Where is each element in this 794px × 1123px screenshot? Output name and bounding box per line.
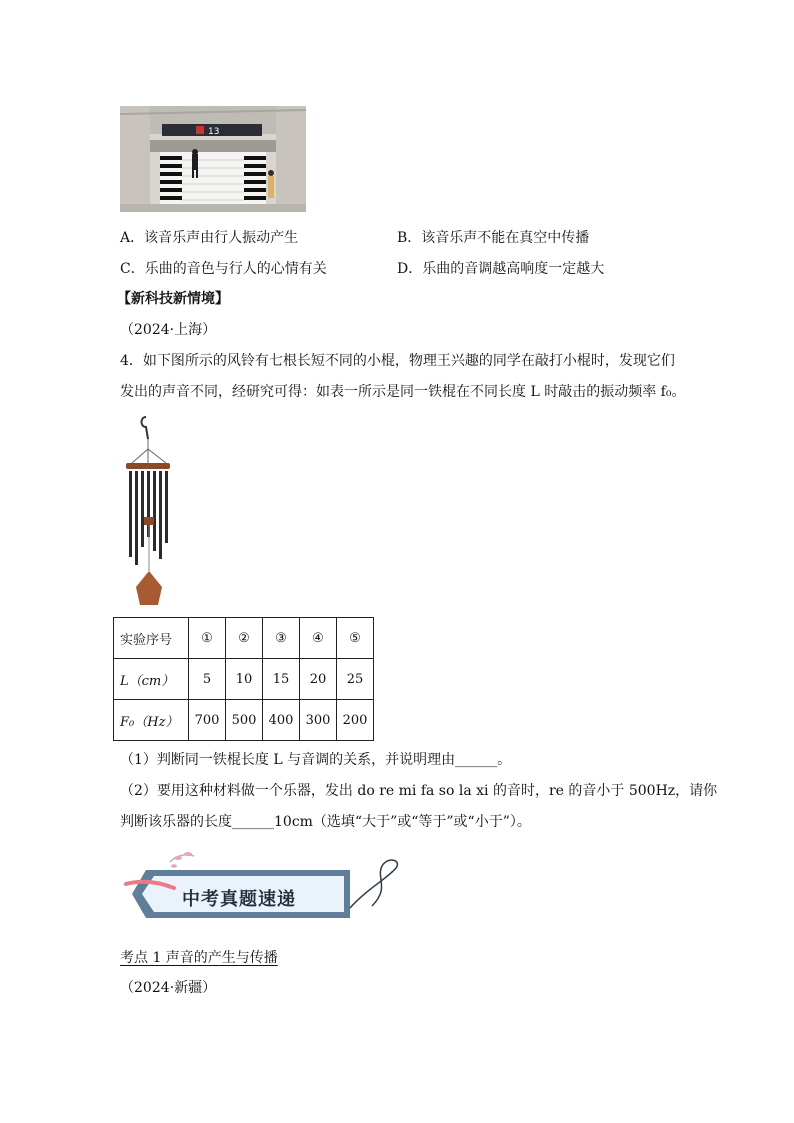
table-cell: 400 (263, 700, 300, 741)
table-cell: 500 (226, 700, 263, 741)
table-row (114, 659, 374, 700)
table-cell: 10 (226, 659, 263, 700)
row-label-frequency: F₀（Hz） (114, 700, 189, 741)
source-label: （2024·上海） (120, 322, 217, 338)
source-label: （2024·新疆） (120, 980, 217, 996)
question-4-line-2: 发出的声音不同，经研究可得：如表一所示是同一铁棍在不同长度 L 时敲击的振动频率 f₀。 (120, 384, 686, 400)
subway-staircase-photo (120, 106, 306, 212)
table-col-header: ① (189, 618, 226, 659)
topic-heading: 考点 1 声音的产生与传播 (120, 950, 278, 966)
table-cell: 25 (337, 659, 374, 700)
table-cell: 5 (189, 659, 226, 700)
section-heading: 【新科技新情境】 (117, 291, 229, 307)
table-row (114, 618, 374, 659)
table-cell: 700 (189, 700, 226, 741)
table-cell: 15 (263, 659, 300, 700)
table-col-header: ③ (263, 618, 300, 659)
option-c: C．乐曲的音色与行人的心情有关 (120, 261, 327, 277)
sub-question-2-line-1: （2）要用这种材料做一个乐器，发出 do re mi fa so la xi 的音时，re 的音小于 500Hz，请你 (120, 783, 718, 799)
option-a: A．该音乐声由行人振动产生 (120, 230, 299, 246)
row-label-length: L（cm） (114, 659, 189, 700)
table-row (114, 700, 374, 741)
table-col-header: ④ (300, 618, 337, 659)
sub-question-1: （1）判断同一铁棍长度 L 与音调的关系，并说明理由______。 (120, 752, 512, 768)
wind-chime-illustration (120, 413, 176, 609)
frequency-table (113, 617, 374, 741)
banner-title: 中考真题速递 (182, 889, 296, 910)
option-b: B．该音乐声不能在真空中传播 (397, 230, 590, 246)
table-col-header: ⑤ (337, 618, 374, 659)
table-header-label: 实验序号 (114, 618, 189, 659)
table-cell: 20 (300, 659, 337, 700)
question-4-line-1: 4．如下图所示的风铃有七根长短不同的小棍，物理王兴趣的同学在敲打小棍时，发现它们 (120, 353, 675, 369)
table-col-header: ② (226, 618, 263, 659)
table-cell: 300 (300, 700, 337, 741)
table-cell: 200 (337, 700, 374, 741)
sub-question-2-line-2: 判断该乐器的长度______10cm（选填“大于”或“等于”或“小于”）。 (120, 814, 531, 830)
option-d: D．乐曲的音调越高响度一定越大 (397, 261, 605, 277)
metro-line-sign: 13 (208, 127, 220, 137)
